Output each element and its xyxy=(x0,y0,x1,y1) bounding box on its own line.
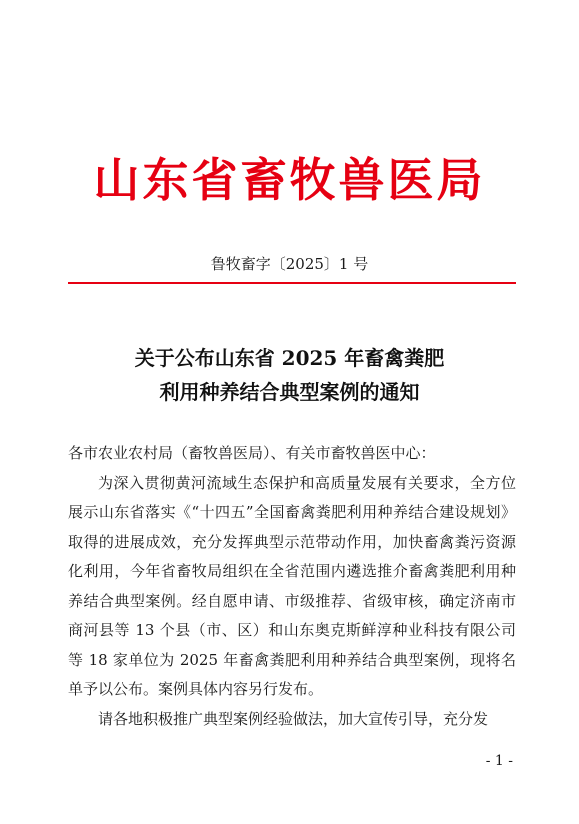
red-separator-line xyxy=(68,282,516,284)
notice-body xyxy=(68,439,516,734)
notice-title-line-2: 利用种养结合典型案例的通知 xyxy=(159,380,420,404)
page-number: - 1 - xyxy=(485,753,513,769)
notice-title xyxy=(0,341,579,409)
document-number: 鲁牧畜字〔2025〕1 号 xyxy=(210,255,369,273)
masthead-title: 山东省畜牧兽医局 xyxy=(93,153,486,207)
body-paragraph: 为深入贯彻黄河流域生态保护和高质量发展有关要求，全方位展示山东省落实《“十四五”全国畜禽粪肥利用种养结合建设规划》取得的进展成效，充分发挥典型示范带动作用，加快畜禽粪污资源化利用，今年省畜牧局组织在全省范围内遴选推介畜禽粪肥利用种养结合典型案例。经自愿申请、市级推荐、省级审核，确定济南市商河县等 13 个县（市、区）和山东奥克斯鲜淳种业科技有限公司等 18 家单位为 2025 年畜禽粪肥利用种养结合典型案例，现将名单予以公布。案例具体内容另行发布。 xyxy=(68,473,516,698)
body-paragraph: 请各地积极推广典型案例经验做法，加大宣传引导，充分发 xyxy=(98,709,489,728)
salutation: 各市农业农村局（畜牧兽医局）、有关市畜牧兽医中心： xyxy=(68,444,436,462)
notice-title-line-1: 关于公布山东省 2025 年畜禽粪肥 xyxy=(134,346,445,370)
